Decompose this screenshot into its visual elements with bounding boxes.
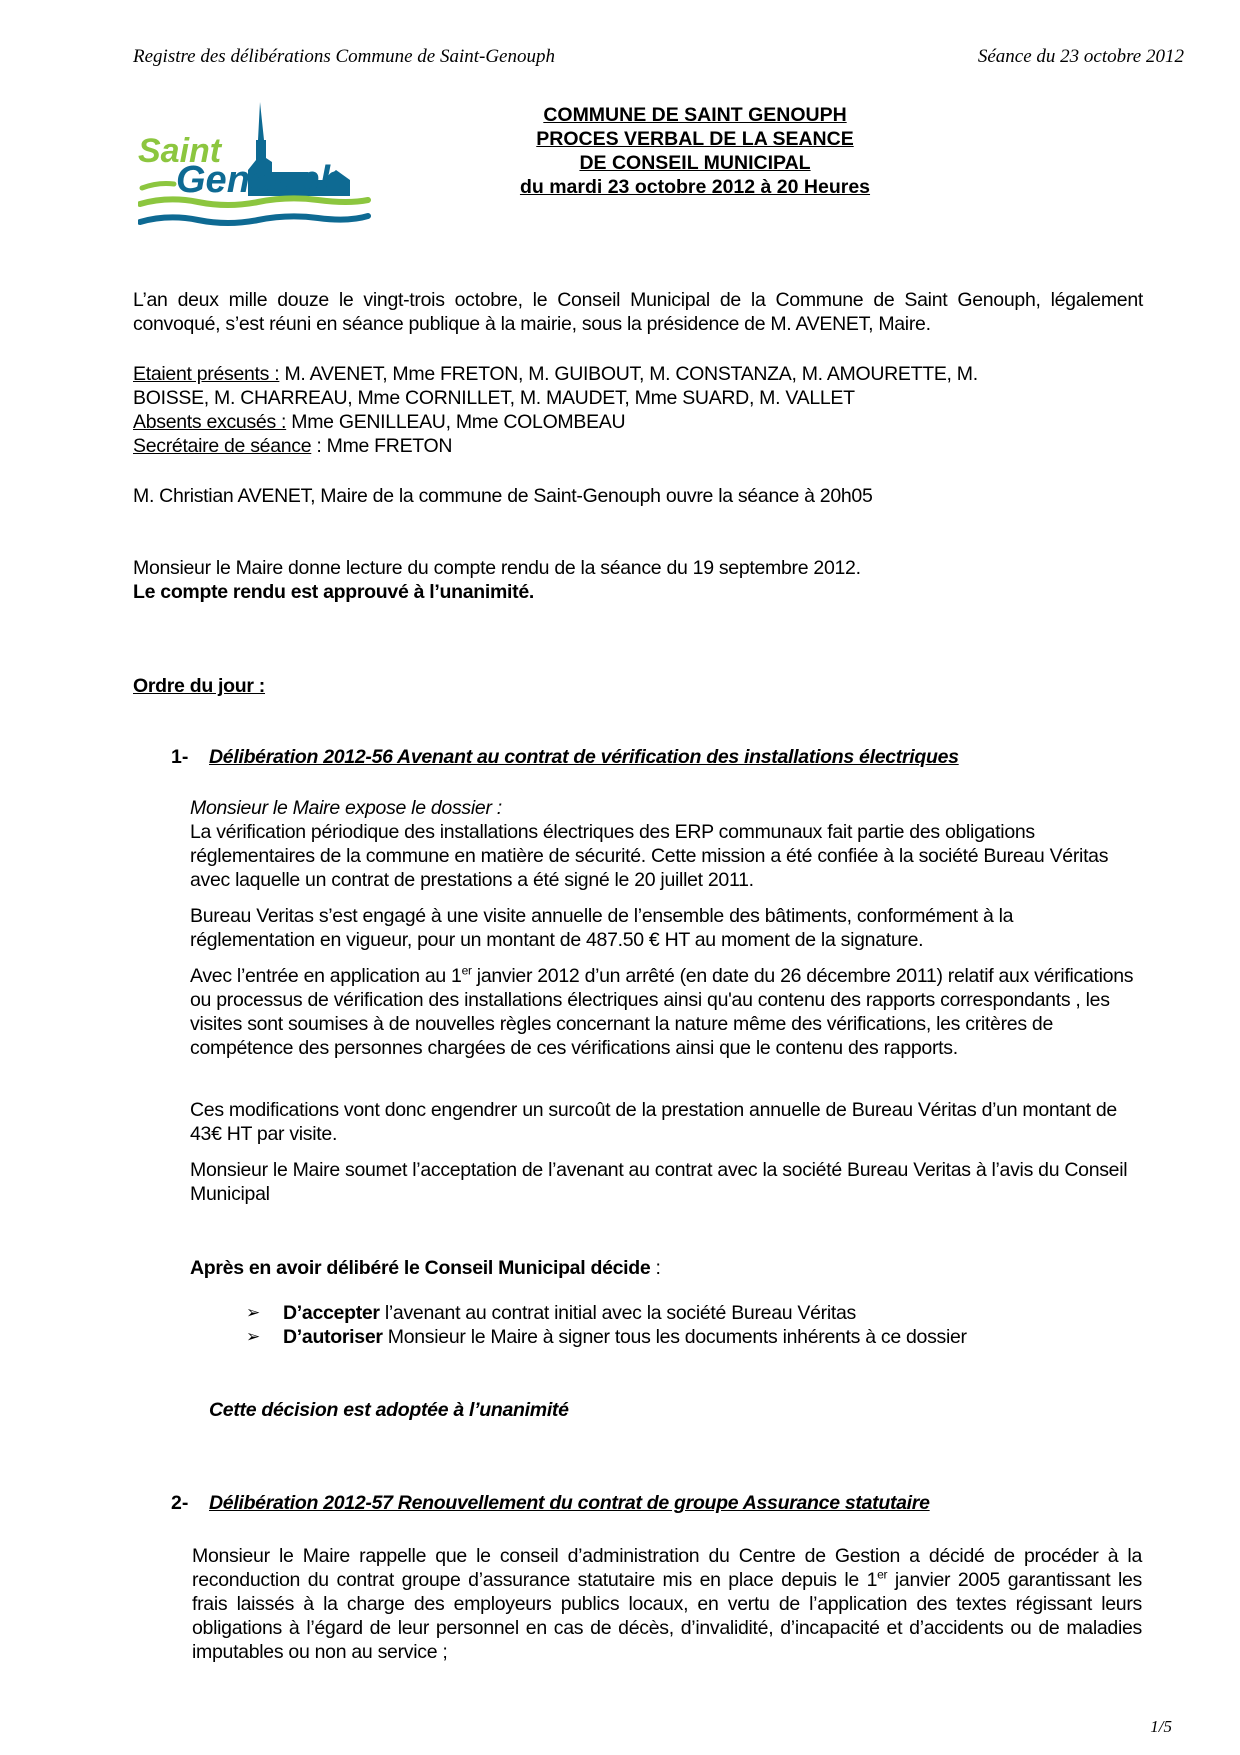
title-line-4: du mardi 23 octobre 2012 à 20 Heures [519, 176, 871, 198]
secretary-label: Secrétaire de séance [133, 435, 312, 457]
present-label: Etaient présents : [133, 363, 280, 385]
attendance-block [133, 362, 1143, 458]
saint-genouph-logo [138, 100, 373, 235]
item1-paragraph-1: La vérification périodique des installations électriques des ERP communaux fait partie des obligations réglementaires de la commune en matière de sécurité. Cette mission a été confiée à la société Bureau Véritas avec laquelle un contrat de prestations a été signé le 20 juillet 2011. [190, 821, 1109, 891]
decision-bullet-1-bold: D’accepter [283, 1302, 380, 1324]
running-header-left: Registre des délibérations Commune de Saint-Genouph [133, 46, 555, 67]
title-line-2: PROCES VERBAL DE LA SEANCE [536, 128, 854, 150]
logo-text-genouph: Genouph [176, 159, 343, 201]
absent-line [133, 410, 1143, 434]
present-value: M. AVENET, Mme FRETON, M. GUIBOUT, M. CONSTANZA, M. AMOURETTE, M. [279, 363, 978, 385]
item1-paragraph-2: Bureau Veritas s’est engagé à une visite annuelle de l’ensemble des bâtiments, conformément à la réglementation en vigueur, pour un montant de 487.50 € HT au moment de la signature. [190, 905, 1014, 951]
item1-p3-b: janvier 2012 d’un arrêté (en date du 26 décembre 2011) relatif aux vérifications ou processus de vérification des installations électriques ainsi qu'au contenu des rapports correspondants , les visites sont soumises à de nouvelles règles concernant la nature même des vérifications, les critères de compétence des personnes chargées de ces vérifications ainsi que le contenu des rapports. [190, 965, 1134, 1059]
minutes-approved: Le compte rendu est approuvé à l’unanimité. [133, 581, 535, 603]
absent-value: Mme GENILLEAU, Mme COLOMBEAU [286, 411, 626, 433]
item2-title: Délibération 2012-57 Renouvellement du contrat de groupe Assurance statutaire [209, 1492, 930, 1514]
item2-number: 2- [171, 1492, 189, 1514]
minutes-reading: Monsieur le Maire donne lecture du compte rendu de la séance du 19 septembre 2012. [133, 557, 861, 579]
item1-title: Délibération 2012-56 Avenant au contrat de vérification des installations électriques [209, 746, 959, 768]
present-line-2: BOISSE, M. CHARREAU, Mme CORNILLET, M. MAUDET, Mme SUARD, M. VALLET [133, 387, 855, 409]
running-header-right: Séance du 23 octobre 2012 [977, 46, 1184, 67]
item1-paragraph-4: Ces modifications vont donc engendrer un surcoût de la prestation annuelle de Bureau Véritas d’un montant de 43€ HT par visite. [190, 1099, 1117, 1145]
decision-intro-text: Après en avoir délibéré le Conseil Municipal décide [190, 1257, 651, 1279]
intro-paragraph: L’an deux mille douze le vingt-trois octobre, le Conseil Municipal de la Commune de Saint Genouph, légalement convoqué, s’est réuni en séance publique à la mairie, sous la présidence de M. AVENET, Maire. [133, 289, 1143, 335]
item1-p3-sup: er [461, 963, 472, 978]
item1-expose: Monsieur le Maire expose le dossier : [190, 797, 502, 819]
item1-paragraph-3 [190, 964, 1135, 1060]
decision-bullet-2-text: Monsieur le Maire à signer tous les documents inhérents à ce dossier [382, 1326, 967, 1348]
title-line-3: DE CONSEIL MUNICIPAL [579, 152, 811, 174]
present-line [133, 362, 1143, 386]
decision-bullet-1 [283, 1302, 856, 1325]
item1-result: Cette décision est adoptée à l’unanimité [209, 1399, 569, 1421]
decision-bullet-1-text: l’avenant au contrat initial avec la société Bureau Véritas [379, 1302, 856, 1324]
item2-paragraph-1 [192, 1544, 1142, 1664]
item1-decision-intro [190, 1256, 1135, 1280]
decision-bullet-2 [283, 1326, 967, 1349]
item2-p1-a: Monsieur le Maire rappelle que le conseil d’administration du Centre de Gestion a décidé de procéder à la reconduction du contrat groupe d’assurance statutaire mis en place depuis le 1 [192, 1545, 1142, 1591]
item1-number: 1- [171, 746, 189, 768]
logo-dash [142, 184, 174, 189]
agenda-title: Ordre du jour : [133, 675, 266, 697]
decision-bullet-2-bold: D’autoriser [283, 1326, 383, 1348]
item2-p1-b: janvier 2005 garantissant les frais laissés à la charge des employeurs publics locaux, en vertu de l’application des textes régissant leurs obligations à l’égard de leur personnel en cas de décès, d’invalidité, d’incapacité et d’accidents ou de maladies imputables ou non au service ; [192, 1569, 1142, 1663]
bullet-arrow-icon: ➢ [246, 1327, 261, 1346]
item1-p3-a: Avec l’entrée en application au 1 [190, 965, 462, 987]
logo-graphic [138, 100, 373, 235]
logo-text-saint: Saint [138, 132, 222, 170]
item2-p1-sup: er [877, 1567, 888, 1582]
secretary-value: : Mme FRETON [311, 435, 453, 457]
secretary-line [133, 434, 1143, 458]
document-title [480, 103, 910, 199]
bullet-arrow-icon: ➢ [246, 1303, 261, 1322]
opening-statement: M. Christian AVENET, Maire de la commune de Saint-Genouph ouvre la séance à 20h05 [133, 485, 873, 507]
item1-paragraph-5: Monsieur le Maire soumet l’acceptation de l’avenant au contrat avec la société Bureau Veritas à l’avis du Conseil Municipal [190, 1159, 1128, 1205]
title-line-1: COMMUNE DE SAINT GENOUPH [543, 104, 847, 126]
absent-label: Absents excusés : [133, 411, 287, 433]
page-number: 1/5 [1150, 1717, 1172, 1736]
logo-wave-blue [140, 216, 368, 223]
decision-intro-colon: : [650, 1257, 661, 1279]
